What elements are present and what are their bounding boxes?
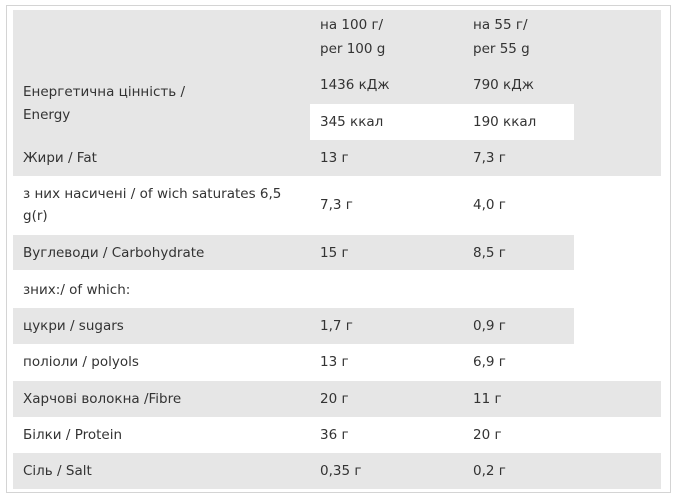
row-label-fibre: Харчові волокна /Fibre [23, 391, 182, 407]
row-label-of-which: зних:/ of which: [23, 282, 131, 298]
row-label-polyols: поліоли / polyols [23, 354, 139, 370]
row-value-salt-100g: 0,35 г [320, 463, 362, 479]
row-value-polyols-55g: 6,9 г [473, 354, 506, 370]
row-value-protein-55g: 20 г [473, 427, 502, 443]
row-value-fibre-100g: 20 г [320, 391, 349, 407]
header-per-55g-line2: per 55 g [473, 41, 530, 57]
row-label-fat: Жири / Fat [23, 150, 97, 166]
row-value-saturates-100g: 7,3 г [320, 197, 353, 213]
row-value-fibre-55g: 11 г [473, 391, 502, 407]
row-label-saturates: з них насичені / of wich saturates 6,5 g(r) [23, 186, 282, 224]
row-value-protein-100g: 36 г [320, 427, 349, 443]
energy-kcal-100g: 345 ккал [320, 114, 384, 130]
energy-kcal-55g: 190 ккал [473, 114, 537, 130]
row-value-fat-55g: 7,3 г [473, 150, 506, 166]
header-per-100g-line1: на 100 г/ [320, 17, 384, 33]
row-label-sugars: цукри / sugars [23, 318, 124, 334]
row-label-carbohydrate: Вуглеводи / Carbohydrate [23, 245, 205, 261]
row-value-saturates-55g: 4,0 г [473, 197, 506, 213]
row-value-carbohydrate-55g: 8,5 г [473, 245, 506, 261]
energy-kj-100g: 1436 кДж [320, 77, 390, 93]
row-value-sugars-100g: 1,7 г [320, 318, 353, 334]
energy-label-line2: Energy [23, 107, 71, 123]
row-value-polyols-100g: 13 г [320, 354, 349, 370]
row-value-fat-100g: 13 г [320, 150, 349, 166]
energy-kj-55g: 790 кДж [473, 77, 534, 93]
row-label-protein: Білки / Protein [23, 427, 123, 443]
energy-label-line1: Енергетична цінність / [23, 84, 186, 100]
row-value-sugars-55g: 0,9 г [473, 318, 506, 334]
energy-right-shade [574, 104, 661, 140]
row-label-salt: Сіль / Salt [23, 463, 92, 479]
row-value-carbohydrate-100g: 15 г [320, 245, 349, 261]
row-value-salt-55g: 0,2 г [473, 463, 506, 479]
header-per-100g-line2: per 100 g [320, 41, 386, 57]
header-per-55g-line1: на 55 г/ [473, 17, 528, 33]
